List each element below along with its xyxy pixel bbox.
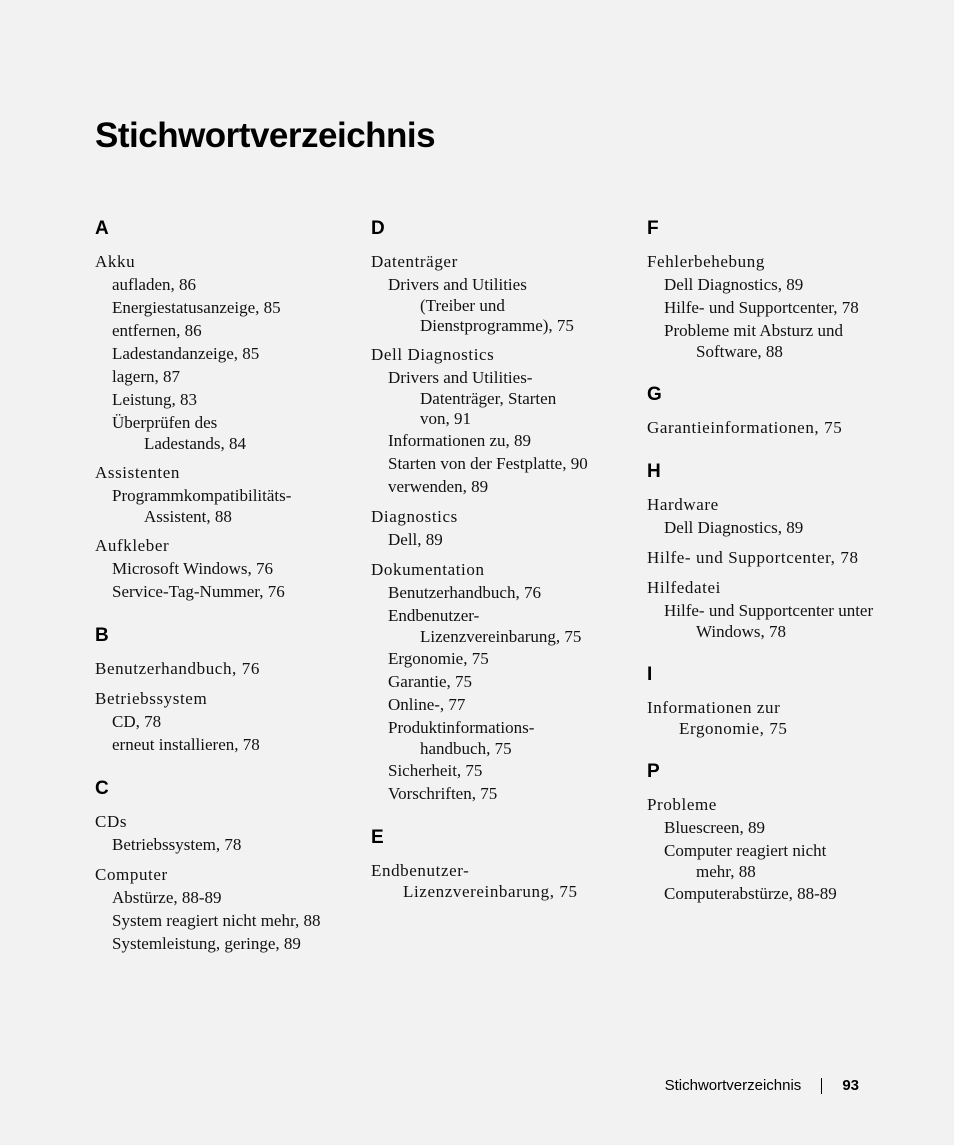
index-term: Endbenutzer- (371, 861, 470, 880)
index-subterm: Drivers and Utilities (388, 275, 527, 294)
index-subterm: Computer reagiert nicht (664, 841, 827, 860)
index-subterm: Überprüfen des (112, 413, 218, 432)
section-letter: B (95, 625, 109, 646)
index-entry (95, 461, 357, 527)
section-letter: P (647, 761, 660, 782)
section-letter: I (647, 664, 653, 685)
index-subterm: CD, 78 (112, 712, 162, 731)
index-subterm: entfernen, 86 (112, 321, 202, 340)
index-entry (647, 793, 912, 905)
index-subterm: Informationen zu, 89 (388, 431, 532, 450)
index-entry (95, 863, 357, 955)
index-subterm: aufladen, 86 (112, 275, 197, 294)
index-continuation: Ergonomie, 75 (679, 719, 788, 738)
page-title: Stichwortverzeichnis (95, 116, 436, 155)
section-letter: E (371, 827, 384, 848)
index-entry (647, 250, 912, 362)
page-footer (665, 1077, 859, 1094)
index-continuation: mehr, 88 (696, 862, 756, 881)
index-term: CDs (95, 812, 128, 831)
index-continuation: Dienstprogramme), 75 (420, 316, 574, 335)
index-subterm: Online-, 77 (388, 695, 466, 714)
index-entry (371, 558, 633, 805)
index-continuation: von, 91 (420, 409, 471, 428)
index-section-a (95, 218, 357, 603)
index-subterm: Service-Tag-Nummer, 76 (112, 582, 285, 601)
index-entry (647, 576, 912, 642)
index-subterm: Ergonomie, 75 (388, 649, 489, 668)
index-term: Benutzerhandbuch, 76 (95, 659, 260, 678)
index-entry (95, 687, 357, 756)
section-letter: H (647, 461, 661, 482)
index-term: Akku (95, 252, 136, 271)
index-column-2 (371, 218, 633, 924)
section-letter: D (371, 218, 385, 239)
index-section-c (95, 778, 357, 955)
index-subterm: Microsoft Windows, 76 (112, 559, 273, 578)
index-subterm: Abstürze, 88-89 (112, 888, 222, 907)
index-entry (95, 810, 357, 856)
index-subterm: Computerabstürze, 88-89 (664, 884, 837, 903)
index-subterm: Probleme mit Absturz und (664, 321, 843, 340)
index-subterm: Vorschriften, 75 (388, 784, 498, 803)
index-section-i (647, 664, 912, 739)
index-subterm: Drivers and Utilities- (388, 368, 533, 387)
index-subterm: Endbenutzer- (388, 606, 480, 625)
index-subterm: Systemleistung, geringe, 89 (112, 934, 301, 953)
index-entry (371, 859, 633, 902)
index-column-1 (95, 218, 357, 977)
index-subterm: Garantie, 75 (388, 672, 473, 691)
index-subterm: verwenden, 89 (388, 477, 489, 496)
index-entry (647, 493, 912, 539)
section-letter: F (647, 218, 659, 239)
page-number: 93 (842, 1077, 859, 1094)
index-continuation: Assistent, 88 (144, 507, 232, 526)
index-term: Computer (95, 865, 168, 884)
index-term: Assistenten (95, 463, 180, 482)
index-entry (647, 416, 912, 439)
index-subterm: Dell Diagnostics, 89 (664, 275, 804, 294)
index-continuation: handbuch, 75 (420, 739, 512, 758)
index-section-h (647, 461, 912, 642)
index-entry (647, 546, 912, 569)
index-subterm: Leistung, 83 (112, 390, 197, 409)
index-continuation: Ladestands, 84 (144, 434, 246, 453)
index-subterm: Starten von der Festplatte, 90 (388, 454, 588, 473)
index-continuation: Lizenzvereinbarung, 75 (403, 882, 578, 901)
index-term: Probleme (647, 795, 717, 814)
index-subterm: Energiestatusanzeige, 85 (112, 298, 281, 317)
section-letter: C (95, 778, 109, 799)
index-continuation: Software, 88 (696, 342, 783, 361)
index-subterm: Hilfe- und Supportcenter, 78 (664, 298, 859, 317)
index-subterm: Dell Diagnostics, 89 (664, 518, 804, 537)
footer-divider (821, 1078, 822, 1094)
index-column-3 (647, 218, 912, 927)
index-continuation: (Treiber und (420, 296, 505, 315)
index-term: Aufkleber (95, 536, 170, 555)
index-continuation: Datenträger, Starten (420, 389, 557, 408)
index-term: Informationen zur (647, 698, 781, 717)
index-entry (95, 250, 357, 454)
footer-section-title: Stichwortverzeichnis (664, 1077, 802, 1094)
index-term: Hilfedatei (647, 578, 721, 597)
index-subterm: Ladestandanzeige, 85 (112, 344, 260, 363)
index-term: Dokumentation (371, 560, 485, 579)
index-term: Fehlerbehebung (647, 252, 765, 271)
index-subterm: Dell, 89 (388, 530, 443, 549)
index-continuation: Windows, 78 (696, 622, 786, 641)
index-term: Dell Diagnostics (371, 345, 495, 364)
index-entry (95, 534, 357, 603)
index-section-p (647, 761, 912, 905)
index-section-g (647, 384, 912, 439)
index-subterm: Betriebssystem, 78 (112, 835, 242, 854)
section-letter: A (95, 218, 109, 239)
index-entry (371, 505, 633, 551)
index-subterm: erneut installieren, 78 (112, 735, 260, 754)
index-section-b (95, 625, 357, 756)
index-subterm: Sicherheit, 75 (388, 761, 483, 780)
index-term: Diagnostics (371, 507, 458, 526)
index-term: Datenträger (371, 252, 458, 271)
index-term: Hilfe- und Supportcenter, 78 (647, 548, 859, 567)
section-letter: G (647, 384, 662, 405)
index-entry (647, 696, 912, 739)
index-section-e (371, 827, 633, 902)
index-subterm: Programmkompatibilitäts- (112, 486, 292, 505)
index-entry (95, 657, 357, 680)
index-subterm: Produktinformations- (388, 718, 535, 737)
index-section-f (647, 218, 912, 362)
index-subterm: Hilfe- und Supportcenter unter (664, 601, 874, 620)
index-subterm: Bluescreen, 89 (664, 818, 766, 837)
index-entry (371, 250, 633, 336)
index-subterm: Benutzerhandbuch, 76 (388, 583, 541, 602)
index-term: Betriebssystem (95, 689, 208, 708)
index-entry (371, 343, 633, 498)
index-continuation: Lizenzvereinbarung, 75 (420, 627, 582, 646)
index-section-d (371, 218, 633, 805)
index-subterm: System reagiert nicht mehr, 88 (112, 911, 321, 930)
index-term: Hardware (647, 495, 719, 514)
index-subterm: lagern, 87 (112, 367, 180, 386)
index-term: Garantieinformationen, 75 (647, 418, 843, 437)
